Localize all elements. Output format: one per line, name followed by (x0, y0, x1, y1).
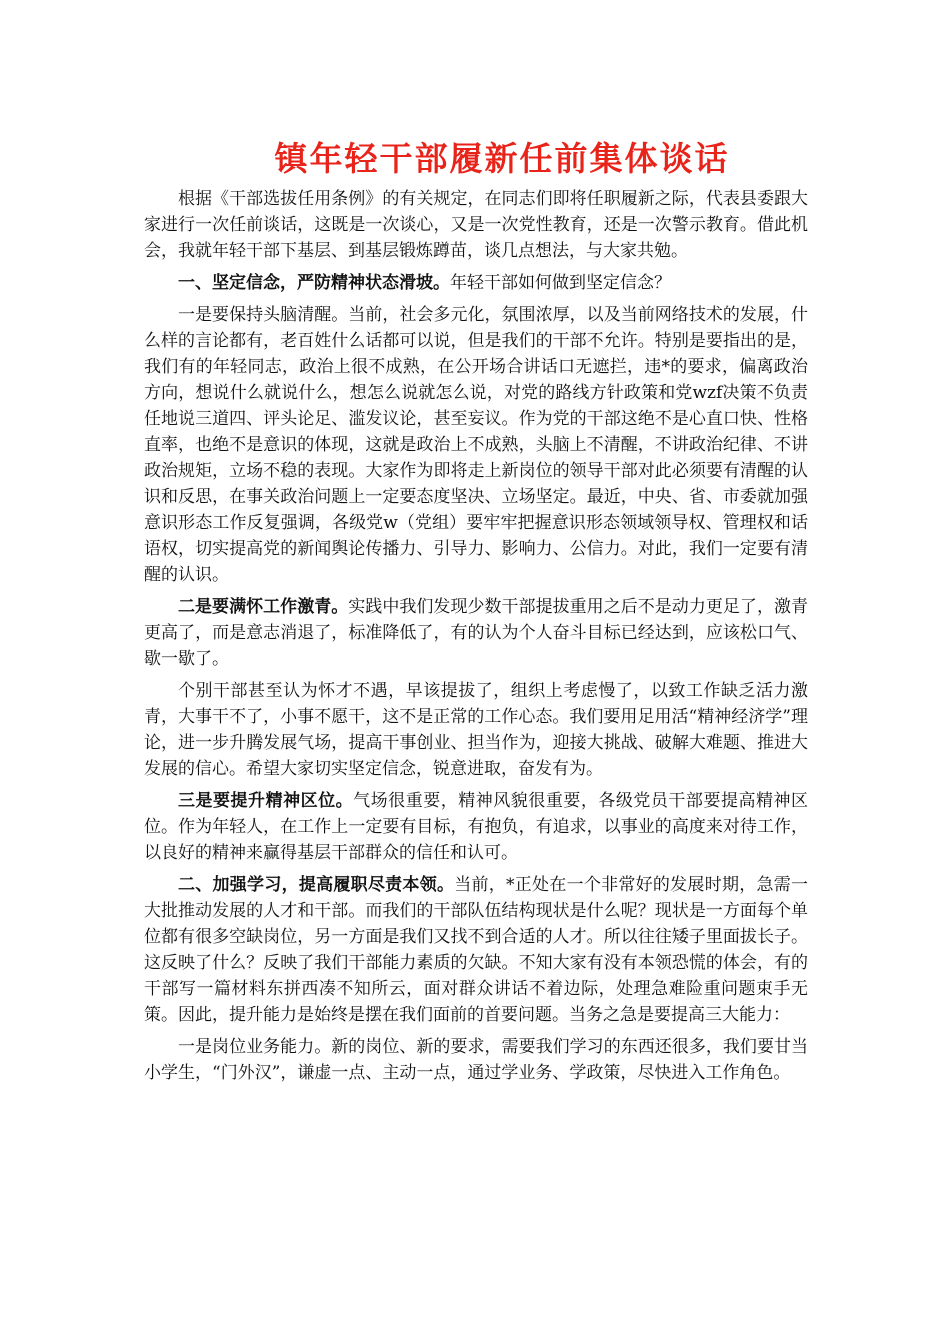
document-title: 镇年轻干部履新任前集体谈话 (274, 139, 730, 178)
paragraph-text: 气场很重要，精神风貌很重要，各级党员干部要提高精神区位。作为年轻人，在工作上一定要有目标，有抱负，有追求，以事业的高度来对待工作，以良好的精神来赢得基层干部群众的信任和认可。 (144, 791, 809, 863)
section-heading: 一、坚定信念，严防精神状态滑坡。 (178, 273, 450, 293)
paragraph (144, 1034, 808, 1086)
paragraph-text: 一是岗位业务能力。新的岗位、新的要求，需要我们学习的东西还很多，我们要甘当小学生，“门外汉”，谦虚一点、主动一点，通过学业务、学政策，尽快进入工作角色。 (144, 1037, 808, 1083)
paragraph (144, 788, 808, 866)
paragraph-text: 年轻干部如何做到坚定信念？ (450, 273, 671, 293)
paragraph-text: 根据《干部选拔任用条例》的有关规定，在同志们即将任职履新之际，代表县委跟大家进行一次任前谈话，这既是一次谈心，又是一次党性教育，还是一次警示教育。借此机会，我就年轻干部下基层、到基层锻炼蹲苗，谈几点想法，与大家共勉。 (144, 189, 808, 261)
section-heading: 二、加强学习，提高履职尽责本领。 (178, 875, 455, 895)
paragraph-lead: 二是要满怀工作激青。 (178, 597, 349, 617)
paragraph-text: 实践中我们发现少数干部提拔重用之后不是动力更足了，激青更高了，而是意志消退了，标准降低了，有的认为个人奋斗目标已经达到，应该松口气、歇一歇了。 (144, 597, 809, 669)
paragraph (144, 678, 808, 782)
paragraph-lead: 三是要提升精神区位。 (178, 791, 354, 811)
document-body (144, 186, 808, 1092)
paragraph (144, 594, 808, 672)
paragraph-text: 当前，*正处在一个非常好的发展时期，急需一大批推动发展的人才和干部。而我们的干部队伍结构现状是什么呢？现状是一方面每个单位都有很多空缺岗位，另一方面是我们又找不到合适的人才。所以往往矮子里面拔长子。这反映了什么？反映了我们干部能力素质的欠缺。不知大家有没有本领恐慌的体会，有的干部写一篇材料东拼西凑不知所云，面对群众讲话不着边际，处理急难险重问题束手无策。因此，提升能力是始终是摆在我们面前的首要问题。当务之急是要提高三大能力： (144, 875, 809, 1025)
paragraph-text: 一是要保持头脑清醒。当前，社会多元化，氛围浓厚，以及当前网络技术的发展，什么样的言论都有，老百姓什么话都可以说，但是我们的干部不允许。特别是要指出的是，我们有的年轻同志，政治上很不成熟，在公开场合讲话口无遮拦，违*的要求，偏离政治方向，想说什么就说什么，想怎么说就怎么说，对党的路线方针政策和党wzf决策不负责任地说三道四、评头论足、滥发议论，甚至妄议。作为党的干部这绝不是心直口快、性格直率，也绝不是意识的体现，这就是政治上不成熟，头脑上不清醒，不讲政治纪律、不讲政治规矩，立场不稳的表现。大家作为即将走上新岗位的领导干部对此必须要有清醒的认识和反思，在事关政治问题上一定要态度坚决、立场坚定。最近，中央、省、市委就加强意识形态工作反复强调，各级党w（党组）要牢牢把握意识形态领域领导权、管理权和话语权，切实提高党的新闻舆论传播力、引导力、影响力、公信力。对此，我们一定要有清醒的认识。 (144, 305, 808, 585)
paragraph (144, 302, 808, 588)
paragraph (144, 270, 808, 296)
paragraph-text: 个别干部甚至认为怀才不遇，早该提拔了，组织上考虑慢了，以致工作缺乏活力激青，大事干不了，小事不愿干，这不是正常的工作心态。我们要用足用活“精神经济学”理论，进一步升腾发展气场，提高干事创业、担当作为，迎接大挑战、破解大难题、推进大发展的信心。希望大家切实坚定信念，锐意进取，奋发有为。 (144, 681, 808, 779)
paragraph (144, 872, 808, 1028)
paragraph (144, 186, 808, 264)
